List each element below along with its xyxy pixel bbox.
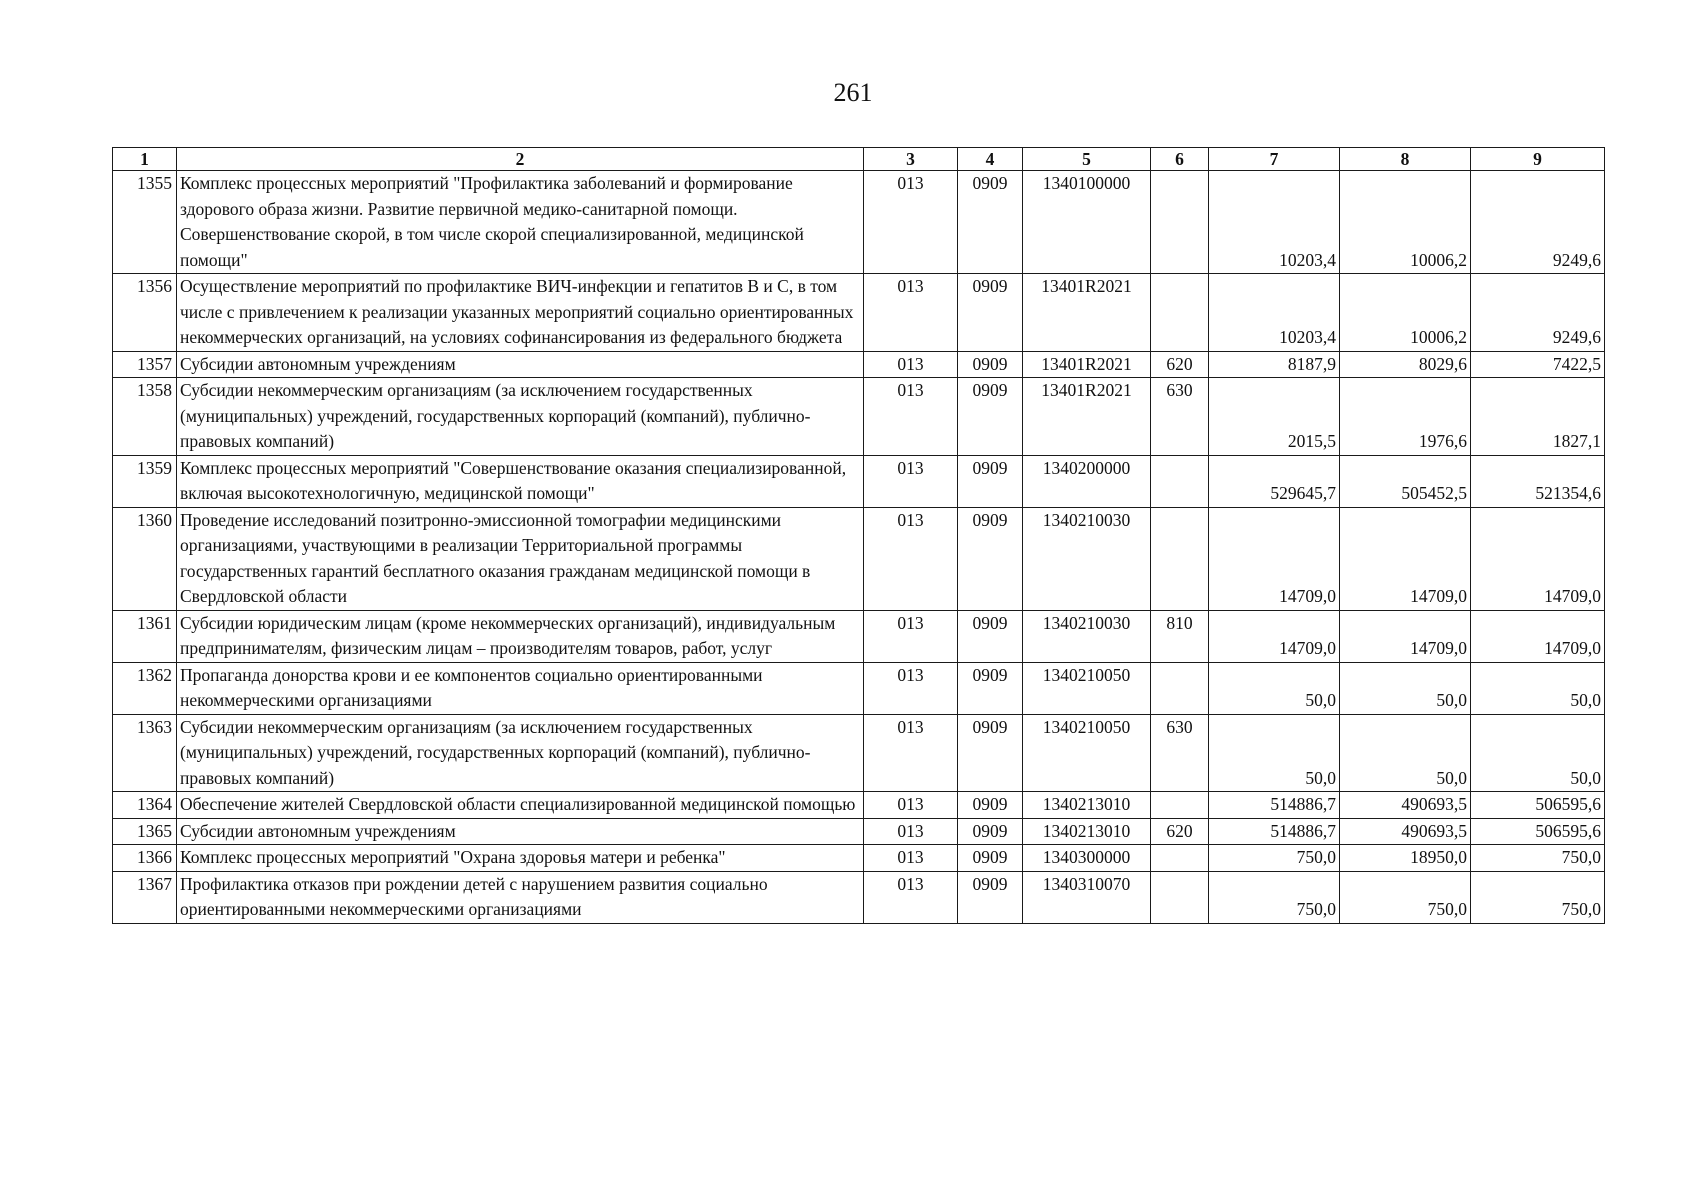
budget-table bbox=[112, 147, 1605, 924]
row-code-3: 013 bbox=[864, 792, 958, 819]
row-code-5: 1340210030 bbox=[1023, 610, 1151, 662]
row-amount-9: 506595,6 bbox=[1471, 818, 1605, 845]
row-code-4: 0909 bbox=[958, 455, 1023, 507]
row-code-6 bbox=[1151, 662, 1209, 714]
row-number: 1355 bbox=[113, 171, 177, 274]
page-number: 261 bbox=[833, 78, 873, 107]
row-code-4: 0909 bbox=[958, 274, 1023, 352]
row-name: Субсидии некоммерческим организациям (за исключением государственных (муниципальных) учреждений, государственных корпораций (компаний), публично-правовых компаний) bbox=[177, 378, 864, 456]
row-code-5: 1340213010 bbox=[1023, 792, 1151, 819]
table-row bbox=[113, 610, 1605, 662]
column-header-6: 6 bbox=[1151, 148, 1209, 171]
row-amount-9: 14709,0 bbox=[1471, 610, 1605, 662]
row-code-3: 013 bbox=[864, 818, 958, 845]
row-name: Пропаганда донорства крови и ее компонентов социально ориентированными некоммерческими организациями bbox=[177, 662, 864, 714]
row-code-4: 0909 bbox=[958, 845, 1023, 872]
column-header-1: 1 bbox=[113, 148, 177, 171]
row-amount-7: 514886,7 bbox=[1209, 818, 1340, 845]
row-code-6: 810 bbox=[1151, 610, 1209, 662]
row-code-4: 0909 bbox=[958, 171, 1023, 274]
row-amount-8: 490693,5 bbox=[1340, 818, 1471, 845]
row-amount-9: 750,0 bbox=[1471, 845, 1605, 872]
row-code-6 bbox=[1151, 171, 1209, 274]
row-number: 1358 bbox=[113, 378, 177, 456]
row-number: 1366 bbox=[113, 845, 177, 872]
row-code-4: 0909 bbox=[958, 714, 1023, 792]
table-header bbox=[113, 148, 1605, 171]
table-row bbox=[113, 274, 1605, 352]
row-number: 1362 bbox=[113, 662, 177, 714]
row-code-3: 013 bbox=[864, 378, 958, 456]
row-amount-8: 14709,0 bbox=[1340, 507, 1471, 610]
row-name: Проведение исследований позитронно-эмиссионной томографии медицинскими организациями, участвующими в реализации Территориальной программы государственных гарантий бесплатного оказания гражданам медицинской помощи в Свердловской области bbox=[177, 507, 864, 610]
table-row bbox=[113, 714, 1605, 792]
row-number: 1364 bbox=[113, 792, 177, 819]
row-code-3: 013 bbox=[864, 714, 958, 792]
row-code-6 bbox=[1151, 792, 1209, 819]
row-amount-8: 8029,6 bbox=[1340, 351, 1471, 378]
row-amount-7: 50,0 bbox=[1209, 714, 1340, 792]
table-body bbox=[113, 171, 1605, 924]
row-number: 1363 bbox=[113, 714, 177, 792]
row-name: Осуществление мероприятий по профилактике ВИЧ-инфекции и гепатитов B и C, в том числе с привлечением к реализации указанных мероприятий социально ориентированных некоммерческих организаций, на условиях софинансирования из федерального бюджета bbox=[177, 274, 864, 352]
row-name: Субсидии юридическим лицам (кроме некоммерческих организаций), индивидуальным предпринимателям, физическим лицам – производителям товаров, работ, услуг bbox=[177, 610, 864, 662]
row-number: 1356 bbox=[113, 274, 177, 352]
table-row bbox=[113, 818, 1605, 845]
row-code-3: 013 bbox=[864, 871, 958, 923]
row-amount-7: 750,0 bbox=[1209, 845, 1340, 872]
row-code-6 bbox=[1151, 845, 1209, 872]
table-row bbox=[113, 455, 1605, 507]
row-code-6: 620 bbox=[1151, 818, 1209, 845]
row-number: 1360 bbox=[113, 507, 177, 610]
row-amount-9: 50,0 bbox=[1471, 714, 1605, 792]
row-amount-9: 521354,6 bbox=[1471, 455, 1605, 507]
row-code-6 bbox=[1151, 871, 1209, 923]
table-row bbox=[113, 507, 1605, 610]
header-row bbox=[113, 148, 1605, 171]
row-amount-9: 14709,0 bbox=[1471, 507, 1605, 610]
row-code-4: 0909 bbox=[958, 662, 1023, 714]
row-number: 1365 bbox=[113, 818, 177, 845]
table-row bbox=[113, 871, 1605, 923]
row-number: 1357 bbox=[113, 351, 177, 378]
row-amount-7: 529645,7 bbox=[1209, 455, 1340, 507]
column-header-7: 7 bbox=[1209, 148, 1340, 171]
row-code-5: 1340210030 bbox=[1023, 507, 1151, 610]
row-code-4: 0909 bbox=[958, 792, 1023, 819]
row-amount-8: 50,0 bbox=[1340, 714, 1471, 792]
column-header-8: 8 bbox=[1340, 148, 1471, 171]
row-code-4: 0909 bbox=[958, 871, 1023, 923]
row-amount-7: 10203,4 bbox=[1209, 274, 1340, 352]
table-row bbox=[113, 378, 1605, 456]
row-code-4: 0909 bbox=[958, 507, 1023, 610]
row-code-5: 1340100000 bbox=[1023, 171, 1151, 274]
row-amount-8: 750,0 bbox=[1340, 871, 1471, 923]
row-code-3: 013 bbox=[864, 274, 958, 352]
row-amount-8: 10006,2 bbox=[1340, 171, 1471, 274]
row-code-4: 0909 bbox=[958, 351, 1023, 378]
row-amount-8: 505452,5 bbox=[1340, 455, 1471, 507]
row-name: Комплекс процессных мероприятий "Охрана здоровья матери и ребенка" bbox=[177, 845, 864, 872]
column-header-3: 3 bbox=[864, 148, 958, 171]
row-code-6: 630 bbox=[1151, 714, 1209, 792]
row-code-6: 630 bbox=[1151, 378, 1209, 456]
column-header-4: 4 bbox=[958, 148, 1023, 171]
row-code-6: 620 bbox=[1151, 351, 1209, 378]
row-code-5: 1340210050 bbox=[1023, 662, 1151, 714]
row-code-3: 013 bbox=[864, 845, 958, 872]
row-code-6 bbox=[1151, 455, 1209, 507]
table-row bbox=[113, 845, 1605, 872]
row-name: Комплекс процессных мероприятий "Совершенствование оказания специализированной, включая высокотехнологичную, медицинской помощи" bbox=[177, 455, 864, 507]
row-name: Комплекс процессных мероприятий "Профилактика заболеваний и формирование здорового образа жизни. Развитие первичной медико-санитарной помощи. Совершенствование скорой, в том числе скорой специализированной, медицинской помощи" bbox=[177, 171, 864, 274]
row-code-6 bbox=[1151, 274, 1209, 352]
row-number: 1367 bbox=[113, 871, 177, 923]
row-amount-7: 8187,9 bbox=[1209, 351, 1340, 378]
row-amount-9: 7422,5 bbox=[1471, 351, 1605, 378]
row-code-5: 13401R2021 bbox=[1023, 351, 1151, 378]
row-amount-7: 10203,4 bbox=[1209, 171, 1340, 274]
row-code-3: 013 bbox=[864, 662, 958, 714]
row-amount-9: 1827,1 bbox=[1471, 378, 1605, 456]
row-code-5: 1340300000 bbox=[1023, 845, 1151, 872]
row-amount-7: 14709,0 bbox=[1209, 507, 1340, 610]
row-amount-9: 750,0 bbox=[1471, 871, 1605, 923]
row-amount-7: 514886,7 bbox=[1209, 792, 1340, 819]
row-amount-9: 9249,6 bbox=[1471, 274, 1605, 352]
row-code-6 bbox=[1151, 507, 1209, 610]
row-amount-7: 750,0 bbox=[1209, 871, 1340, 923]
row-amount-8: 10006,2 bbox=[1340, 274, 1471, 352]
row-code-3: 013 bbox=[864, 351, 958, 378]
table-row bbox=[113, 662, 1605, 714]
row-code-3: 013 bbox=[864, 455, 958, 507]
column-header-9: 9 bbox=[1471, 148, 1605, 171]
row-name: Субсидии некоммерческим организациям (за исключением государственных (муниципальных) учреждений, государственных корпораций (компаний), публично-правовых компаний) bbox=[177, 714, 864, 792]
row-amount-8: 1976,6 bbox=[1340, 378, 1471, 456]
row-amount-9: 9249,6 bbox=[1471, 171, 1605, 274]
row-code-3: 013 bbox=[864, 507, 958, 610]
row-amount-8: 50,0 bbox=[1340, 662, 1471, 714]
row-code-3: 013 bbox=[864, 610, 958, 662]
row-amount-7: 50,0 bbox=[1209, 662, 1340, 714]
row-amount-9: 506595,6 bbox=[1471, 792, 1605, 819]
table-row bbox=[113, 171, 1605, 274]
row-amount-7: 14709,0 bbox=[1209, 610, 1340, 662]
row-amount-8: 490693,5 bbox=[1340, 792, 1471, 819]
table-row bbox=[113, 351, 1605, 378]
row-amount-8: 14709,0 bbox=[1340, 610, 1471, 662]
row-code-3: 013 bbox=[864, 171, 958, 274]
row-name: Субсидии автономным учреждениям bbox=[177, 818, 864, 845]
row-code-5: 1340210050 bbox=[1023, 714, 1151, 792]
row-code-4: 0909 bbox=[958, 610, 1023, 662]
row-code-5: 13401R2021 bbox=[1023, 378, 1151, 456]
row-amount-8: 18950,0 bbox=[1340, 845, 1471, 872]
row-number: 1359 bbox=[113, 455, 177, 507]
row-name: Субсидии автономным учреждениям bbox=[177, 351, 864, 378]
row-code-4: 0909 bbox=[958, 378, 1023, 456]
row-number: 1361 bbox=[113, 610, 177, 662]
column-header-2: 2 bbox=[177, 148, 864, 171]
column-header-5: 5 bbox=[1023, 148, 1151, 171]
row-name: Обеспечение жителей Свердловской области специализированной медицинской помощью bbox=[177, 792, 864, 819]
row-code-4: 0909 bbox=[958, 818, 1023, 845]
row-code-5: 1340200000 bbox=[1023, 455, 1151, 507]
row-amount-9: 50,0 bbox=[1471, 662, 1605, 714]
row-code-5: 1340213010 bbox=[1023, 818, 1151, 845]
row-code-5: 13401R2021 bbox=[1023, 274, 1151, 352]
row-name: Профилактика отказов при рождении детей с нарушением развития социально ориентированными некоммерческими организациями bbox=[177, 871, 864, 923]
row-amount-7: 2015,5 bbox=[1209, 378, 1340, 456]
row-code-5: 1340310070 bbox=[1023, 871, 1151, 923]
table-row bbox=[113, 792, 1605, 819]
